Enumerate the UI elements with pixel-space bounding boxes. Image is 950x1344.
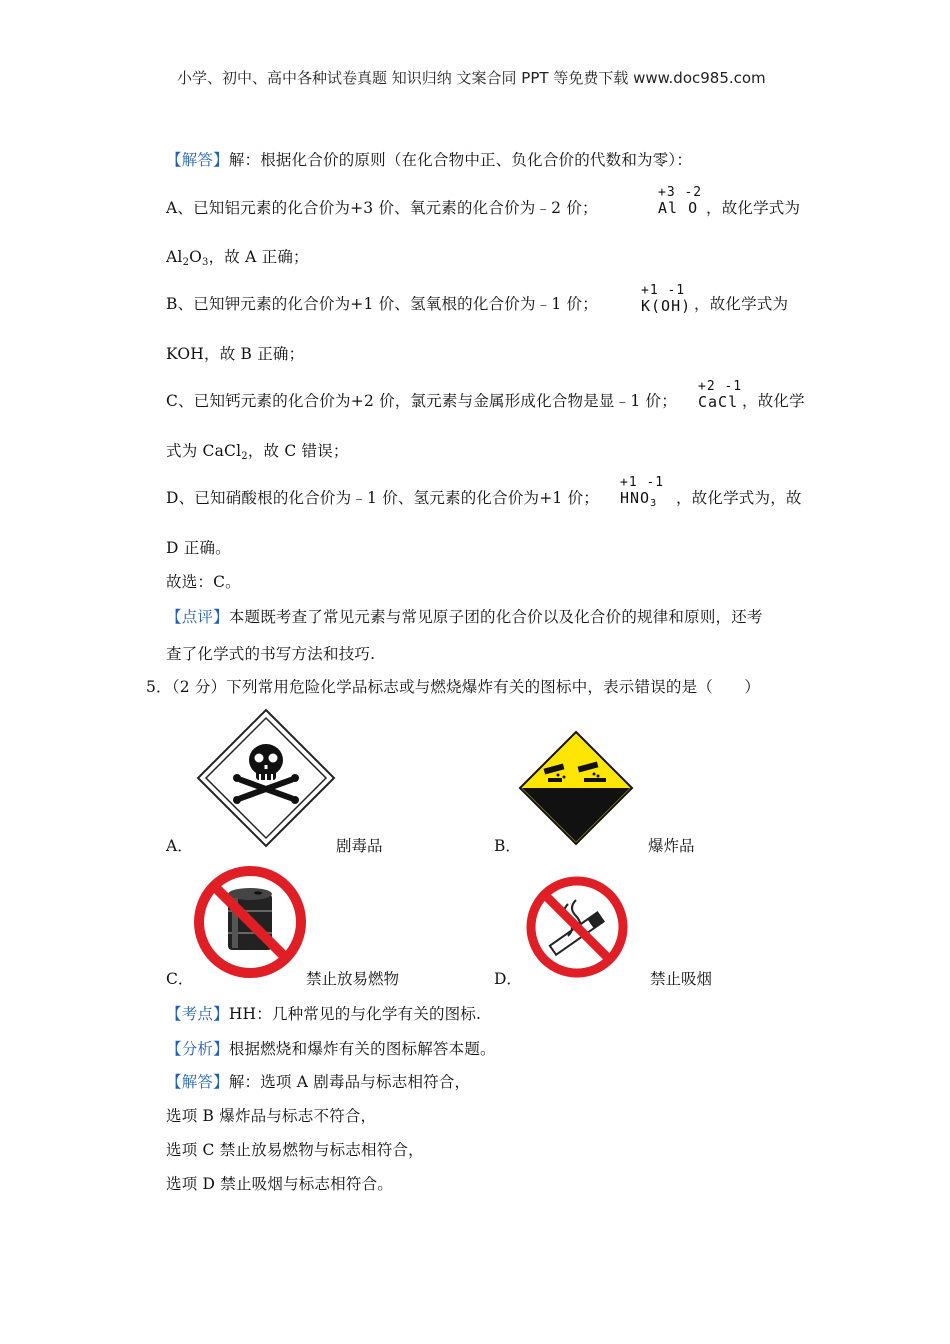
formula-al-o-symbols: Al O [658,199,699,217]
option-a-conclusion: ，故 A 正确； [208,248,309,266]
option-a-text: A、已知铝元素的化合价为+3 价、氧元素的化合价为﹣2 价； [166,199,598,217]
option-b-letter: B． [494,837,521,855]
formula-k-oh-symbols: K(OH) [641,297,692,315]
option-a-after: ，故化学式为 [706,199,801,217]
option-a-line1 [166,196,598,218]
answer-choice: 故选：C。 [166,573,241,591]
jieda-line4: 选项 D 禁止吸烟与标志相符合。 [166,1175,393,1193]
option-c-line2 [166,439,349,462]
formula-k-oh-valence: +1 -1 [641,283,686,298]
option-b-after: ，故化学式为 [694,295,789,313]
fenxi-text: 根据燃烧和爆炸有关的图标解答本题。 [228,1040,496,1058]
formula-h-no3-sub: 3 [650,498,658,509]
no-smoking-icon [524,874,630,980]
jieda-line1 [166,1070,470,1092]
option-d-label: 禁止吸烟 [650,970,713,988]
formula-ca-cl-symbols: CaCl [698,393,739,411]
no-flammables-barrel-icon [192,864,308,980]
al2o3-al: Al [166,248,183,266]
option-c-letter: C． [166,970,194,988]
option-c-conclusion: ，故 C 错误； [247,442,349,460]
fenxi-line [166,1037,496,1059]
option-b-line2: KOH，故 B 正确； [166,345,305,363]
fenxi-tag: 【分析】 [166,1040,229,1058]
formula-al-o-valence: +3 -2 [658,185,703,200]
formula-h-no3-symbols: HNO [620,489,651,507]
formula-ca-cl-valence: +2 -1 [698,379,743,394]
option-c-line1: C、已知钙元素的化合价为+2 价，氯元素与金属形成化合物是显﹣1 价； [166,392,677,410]
jieda-tag: 【解答】 [166,1073,229,1091]
jieda-text1: 解：选项 A 剧毒品与标志相符合， [228,1073,471,1091]
formula-h-no3 [620,476,664,512]
jieda-line2: 选项 B 爆炸品与标志不符合， [166,1107,377,1125]
answer-intro [166,148,692,170]
al2o3-sub2: 3 [202,257,209,268]
option-c-label: 禁止放易燃物 [306,970,400,988]
option-a-label: 剧毒品 [336,837,383,855]
kaodian-line [166,1002,481,1024]
option-c-after: ，故化学 [742,392,805,410]
comment-line2: 查了化学式的书写方法和技巧. [166,645,376,663]
answer-tag: 【解答】 [166,151,229,169]
option-d-after: ，故化学式为，故 [676,489,802,507]
kaodian-text: HH：几种常见的与化学有关的图标. [228,1005,482,1023]
al2o3-sub1: 2 [182,257,190,268]
comment-text: 本题既考查了常见元素与常见原子团的化合价以及化合价的规律和原则，还考 [228,608,763,626]
cacl2-text: 式为 CaCl [166,442,242,460]
option-d-letter: D． [494,970,522,988]
formula-k-oh [641,284,691,315]
kaodian-tag: 【考点】 [166,1005,229,1023]
formula-ca-cl [698,380,742,411]
al2o3-o: O [189,248,203,266]
corrosive-icon [518,730,634,846]
option-d-line1: D、已知硝酸根的化合价为﹣1 价、氢元素的化合价为+1 价； [166,489,599,507]
comment-line1 [166,605,763,627]
comment-tag: 【点评】 [166,608,229,626]
answer-intro-text: 解：根据化合价的原则（在化合物中正、负化合价的代数和为零）： [228,151,693,169]
option-a-letter: A． [166,837,193,855]
cacl2-sub: 2 [241,451,248,462]
option-a-line2 [166,245,309,268]
option-b-label: 爆炸品 [648,837,695,855]
jieda-line3: 选项 C 禁止放易燃物与标志相符合， [166,1141,424,1159]
skull-crossbones-icon [196,708,336,848]
formula-h-no3-valence: +1 -1 [620,475,665,490]
page-header: 小学、初中、高中各种试卷真题 知识归纳 文案合同 PPT 等免费下载 www.doc985.com [177,69,766,87]
formula-al-o [658,186,702,217]
option-b-line1: B、已知钾元素的化合价为+1 价、氢氧根的化合价为﹣1 价； [166,295,598,313]
option-d-line2: D 正确。 [166,539,231,557]
question-5-stem: 5．（2 分）下列常用危险化学品标志或与燃烧爆炸有关的图标中，表示错误的是（ ） [146,678,761,696]
